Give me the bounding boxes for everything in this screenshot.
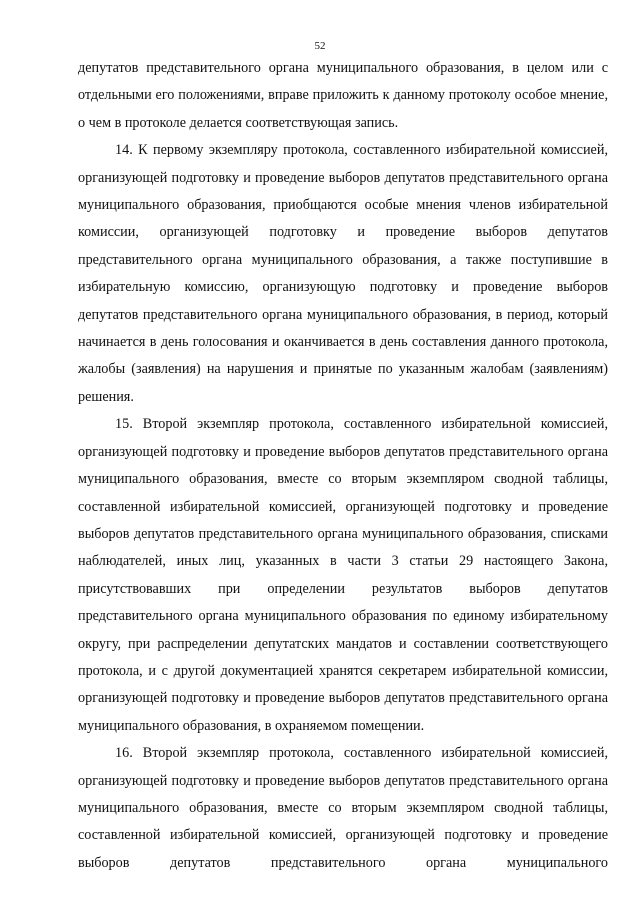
document-body bbox=[78, 55, 608, 877]
paragraph-15: 15. Второй экземпляр протокола, составленного избирательной комиссией, организующей подготовку и проведение выборов депутатов представительного органа муниципального образования, вместе со вторым экземпляром сводной таблицы, составленной избирательной комиссией, организующей подготовку и проведение выборов депутатов представительного органа муниципального образования, списками наблюдателей, иных лиц, указанных в части 3 статьи 29 настоящего Закона, присутствовавших при определении результатов выборов депутатов представительного органа муниципального образования по единому избирательному округу, при распределении депутатских мандатов и составлении соответствующего протокола, и с другой документацией хранятся секретарем избирательной комиссии, организующей подготовку и проведение выборов депутатов представительного органа муниципального образования, в охраняемом помещении. bbox=[78, 416, 608, 734]
paragraph-14: 14. К первому экземпляру протокола, составленного избирательной комиссией, организующей подготовку и проведение выборов депутатов представительного органа муниципального образования, приобщаются особые мнения членов избирательной комиссии, организующей подготовку и проведение выборов депутатов представительного органа муниципального образования, а также поступившие в избирательную комиссию, организующую подготовку и проведение выборов депутатов представительного органа муниципального образования, в период, который начинается в день голосования и оканчивается в день составления данного протокола, жалобы (заявления) на нарушения и принятые по указанным жалобам (заявлениям) решения. bbox=[78, 142, 608, 405]
paragraph-continuation: депутатов представительного органа муниципального образования, в целом или с отдельными его положениями, вправе приложить к данному протоколу особое мнение, о чем в протоколе делается соответствующая запись. bbox=[78, 60, 608, 131]
page-number: 52 bbox=[314, 40, 326, 52]
paragraph-16: 16. Второй экземпляр протокола, составленного избирательной комиссией, организующей подготовку и проведение выборов депутатов представительного органа муниципального образования, вместе со вторым экземпляром сводной таблицы, составленной избирательной комиссией, организующей подготовку и проведение выборов депутатов представительного органа муниципального bbox=[78, 745, 608, 871]
